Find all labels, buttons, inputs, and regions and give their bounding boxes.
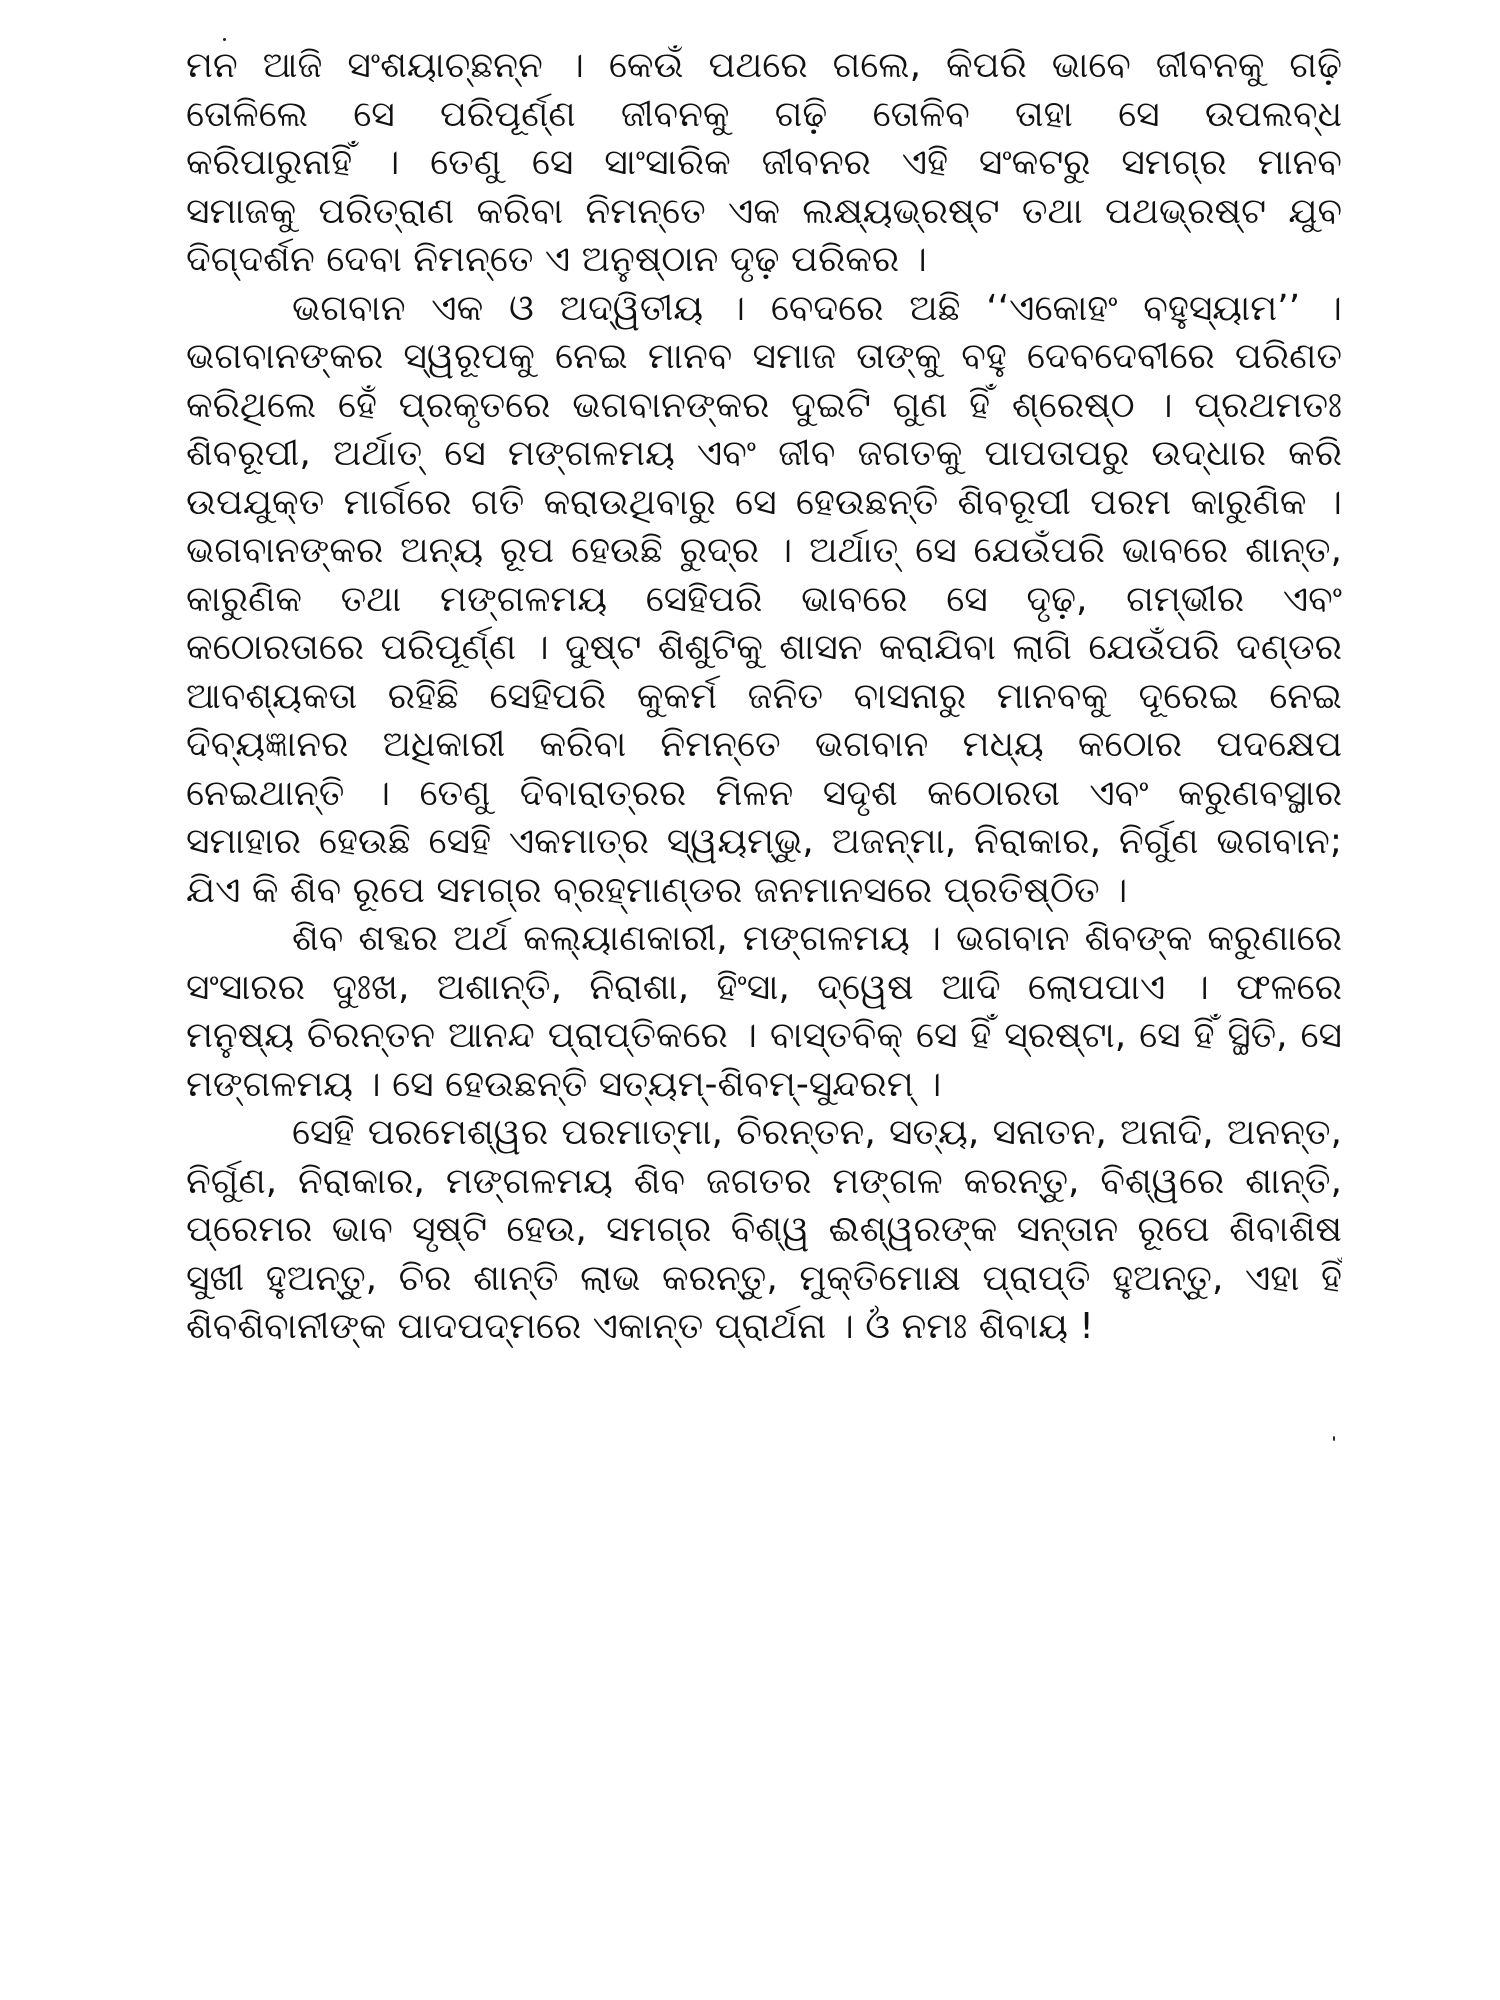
text-line: ଶିବ ଶବ୍ଦର ଅର୍ଥ କଲ୍ୟାଣକାରୀ, ମଙ୍ଗଳମୟ । ଭଗବାନ ଶିବଙ୍କ କରୁଣାରେ [292,918,1342,959]
text-line: ଦିବ୍ୟଜ୍ଞାନର ଅଧିକାରୀ କରିବା ନିମନ୍ତେ ଭଗବାନ ମଧ୍ୟ କଠୋର ପଦକ୍ଷେପ [186,724,1342,765]
text-line: ଶିବରୂପୀ, ଅର୍ଥାତ୍ ସେ ମଙ୍ଗଳମୟ ଏବଂ ଜୀବ ଜଗତକୁ ପାପତାପରୁ ଉଦ୍ଧାର କରି [186,433,1342,474]
text-line: କରିଥିଲେ ହେଁ ପ୍ରକୃତରେ ଭଗବାନଙ୍କର ଦୁଇଟି ଗୁଣ ହିଁ ଶ୍ରେଷ୍ଠ । ପ୍ରଥମତଃ [186,384,1342,426]
paragraph [186,285,1342,916]
text-line: ମନ ଆଜି ସଂଶୟାଚ୍ଛନ୍ନ । କେଉଁ ପଥରେ ଗଲେ, କିପରି ଭାବେ ଜୀବନକୁ ଗଢ଼ି [186,45,1342,86]
text-line: ଭଗବାନଙ୍କର ସ୍ୱରୂପକୁ ନେଇ ମାନବ ସମାଜ ତାଙ୍କୁ ବହୁ ଦେବଦେବୀରେ ପରିଣତ [186,336,1342,377]
paragraph [186,42,1342,285]
text-line: ପ୍ରେମର ଭାବ ସୃଷ୍ଟି ହେଉ, ସମଗ୍ର ବିଶ୍ୱ ଈଶ୍ୱରଙ୍କ ସନ୍ତାନ ରୂପେ ଶିବାଶିଷ [186,1209,1342,1250]
ink-speck [1333,1436,1335,1441]
text-line: ମଙ୍ଗଳମୟ । ସେ ହେଉଛନ୍ତି ସତ୍ୟମ୍-ଶିବମ୍-ସୁନ୍ଦରମ୍ । [186,1063,942,1105]
body-text [186,42,1342,1352]
text-line: ସମାଜକୁ ପରିତ୍ରାଣ କରିବା ନିମନ୍ତେ ଏକ ଲକ୍ଷ୍ୟଭ୍ରଷ୍ଟ ତଥା ପଥଭ୍ରଷ୍ଟ ଯୁବ [186,190,1342,232]
text-line: ସମାହାର ହେଉଛି ସେହି ଏକମାତ୍ର ସ୍ୱୟମ୍ଭୁ, ଅଜନ୍ମା, ନିରାକାର, ନିର୍ଗୁଣ ଭଗବାନ; [186,821,1342,862]
text-line: ଯିଏ କି ଶିବ ରୂପେ ସମଗ୍ର ବ୍ରହ୍ମାଣ୍ଡର ଜନମାନସରେ ପ୍ରତିଷ୍ଠିତ । [186,869,1128,911]
paragraph [186,915,1342,1109]
paragraph [186,1109,1342,1352]
text-line: ନେଇଥାନ୍ତି । ତେଣୁ ଦିବାରାତ୍ରର ମିଳନ ସଦୃଶ କଠୋରତା ଏବଂ କରୁଣବସ୍ଥାର [186,772,1342,814]
text-line: ସଂସାରର ଦୁଃଖ, ଅଶାନ୍ତି, ନିରାଶା, ହିଂସା, ଦ୍ୱେଷ ଆଦି ଲୋପପାଏ । ଫଳରେ [186,966,1342,1008]
text-line: ଉପଯୁକ୍ତ ମାର୍ଗରେ ଗତି କରାଉଥିବାରୁ ସେ ହେଉଛନ୍ତି ଶିବରୂପୀ ପରମ କାରୁଣିକ । [186,481,1342,523]
text-line: ସୁଖୀ ହୁଅନ୍ତୁ, ଚିର ଶାନ୍ତି ଲାଭ କରନ୍ତୁ, ମୁକ୍ତିମୋକ୍ଷ ପ୍ରାପ୍ତି ହୁଅନ୍ତୁ, ଏହା ହିଁ [186,1257,1342,1299]
text-line: ଶିବଶିବାନୀଙ୍କ ପାଦପଦ୍ମରେ ଏକାନ୍ତ ପ୍ରାର୍ଥନା । ଓଁ ନମଃ ଶିବାୟ ! [186,1306,1094,1347]
text-line: ଦିଗ୍‌ଦର୍ଶନ ଦେବା ନିମନ୍ତେ ଏ ଅନୁଷ୍ଠାନ ଦୃଢ଼ ପରିକର । [186,239,927,280]
text-line: ତୋଳିଲେ ସେ ପରିପୂର୍ଣ୍ଣ ଜୀବନକୁ ଗଢ଼ି ତୋଳିବ ତାହା ସେ ଉପଲବ୍ଧ [186,93,1342,135]
text-line: ନିର୍ଗୁଣ, ନିରାକାର, ମଙ୍ଗଳମୟ ଶିବ ଜଗତର ମଙ୍ଗଳ କରନ୍ତୁ, ବିଶ୍ୱରେ ଶାନ୍ତି, [186,1160,1342,1202]
text-line: କରିପାରୁନାହିଁ । ତେଣୁ ସେ ସାଂସାରିକ ଜୀବନର ଏହି ସଂକଟରୁ ସମଗ୍ର ମାନବ [186,142,1342,183]
text-line: ଭଗବାନଙ୍କର ଅନ୍ୟ ରୂପ ହେଉଛି ରୁଦ୍ର । ଅର୍ଥାତ୍ ସେ ଯେଉଁପରି ଭାବରେ ଶାନ୍ତ, [186,530,1342,571]
text-line: ସେହି ପରମେଶ୍ୱର ପରମାତ୍ମା, ଚିରନ୍ତନ, ସତ୍ୟ, ସନାତନ, ଅନାଦି, ଅନନ୍ତ, [292,1112,1342,1153]
text-line: କଠୋରତାରେ ପରିପୂର୍ଣ୍ଣ । ଦୁଷ୍ଟ ଶିଶୁଟିକୁ ଶାସନ କରାଯିବା ଲାଗି ଯେଉଁପରି ଦଣ୍ଡର [186,627,1342,668]
ink-speck [223,38,226,41]
text-line: ମନୁଷ୍ୟ ଚିରନ୍ତନ ଆନନ୍ଦ ପ୍ରାପ୍ତିକରେ । ବାସ୍ତବିକ୍ ସେ ହିଁ ସ୍ରଷ୍ଟା, ସେ ହିଁ ସ୍ଥିତି, ସେ [186,1015,1342,1056]
text-line: ଭଗବାନ ଏକ ଓ ଅଦ୍ୱିତୀୟ । ବେଦରେ ଅଛି ‘‘ଏକୋହଂ ବହୁସ୍ୟାମ’’ । [292,287,1342,329]
text-line: ଆବଶ୍ୟକତା ରହିଛି ସେହିପରି କୁକର୍ମ ଜନିତ ବାସନାରୁ ମାନବକୁ ଦୂରେଇ ନେଇ [186,675,1342,717]
text-line: କାରୁଣିକ ତଥା ମଙ୍ଗଳମୟ ସେହିପରି ଭାବରେ ସେ ଦୃଢ଼, ଗମ୍ଭୀର ଏବଂ [186,578,1342,620]
